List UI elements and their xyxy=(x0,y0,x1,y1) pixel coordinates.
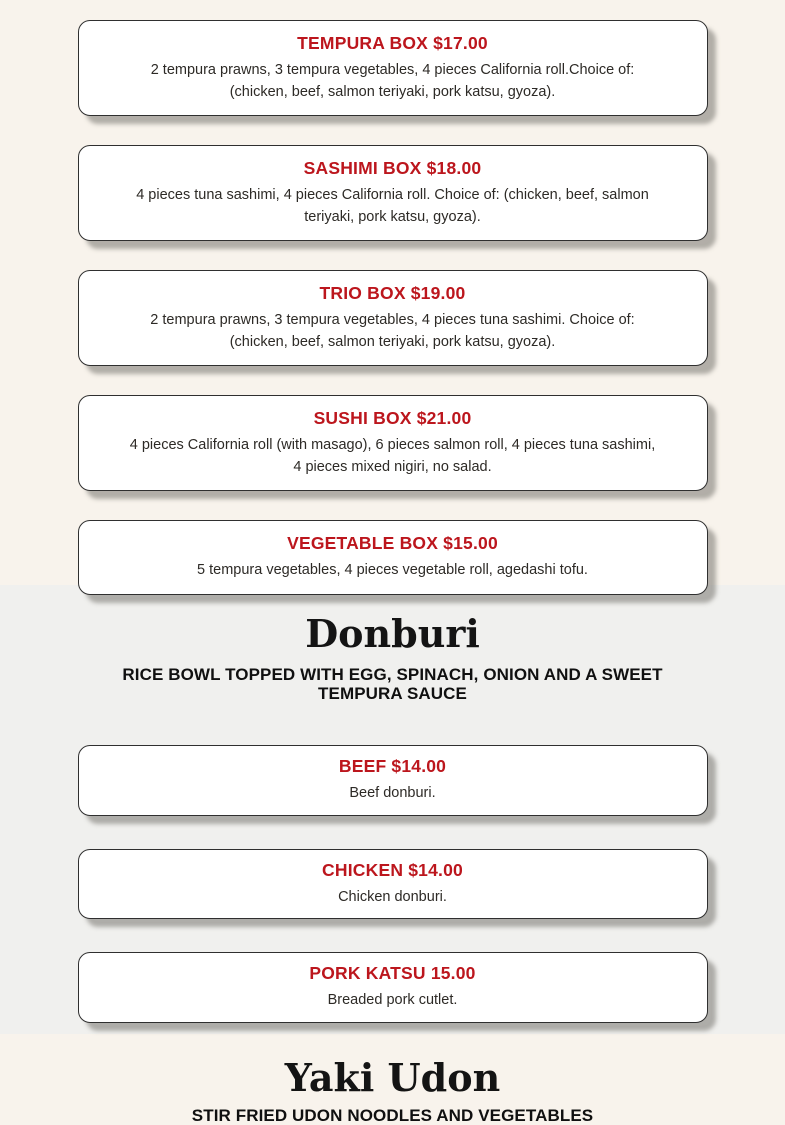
menu-item-title: VEGETABLE BOX $15.00 xyxy=(287,533,498,553)
menu-item-description: 2 tempura prawns, 3 tempura vegetables, 4 pieces California roll.Choice of: (chicken, beef, salmon teriyaki, pork katsu, gyoza). xyxy=(150,62,635,100)
menu-item-description: 2 tempura prawns, 3 tempura vegetables, 4 pieces tuna sashimi. Choice of:(chicken, beef, salmon teriyaki, pork katsu, gyoza). xyxy=(150,312,635,350)
menu-item-card-pork-katsu xyxy=(78,952,708,1023)
section-heading-yaki-udon: Yaki Udon xyxy=(284,1055,501,1100)
menu-item-description: Beef donburi. xyxy=(349,785,436,801)
menu-item-description: 4 pieces California roll (with masago), 6 pieces salmon roll, 4 pieces tuna sashimi, 4 pieces mixed nigiri, no salad. xyxy=(129,437,656,475)
section-subtitle-yaki-udon: STIR FRIED UDON NOODLES AND VEGETABLES xyxy=(191,1106,594,1125)
menu-item-card-sushi-box xyxy=(78,395,708,491)
menu-item-title: PORK KATSU 15.00 xyxy=(309,963,476,983)
menu-item-card-beef xyxy=(78,745,708,816)
menu-item-description: Chicken donburi. xyxy=(338,888,447,905)
bento-boxes-card-list xyxy=(0,20,785,595)
menu-item-card-vegetable-box xyxy=(78,520,708,595)
menu-item-title: TEMPURA BOX $17.00 xyxy=(297,33,488,53)
menu-item-title: SUSHI BOX $21.00 xyxy=(313,408,472,428)
donburi-card-list xyxy=(0,745,785,1023)
section-donburi xyxy=(0,585,785,1034)
section-subtitle-donburi: RICE BOWL TOPPED WITH EGG, SPINACH, ONION AND A SWEET TEMPURA SAUCE xyxy=(122,665,663,703)
menu-item-title: TRIO BOX $19.00 xyxy=(319,283,466,303)
menu-item-description: 4 pieces tuna sashimi, 4 pieces California roll. Choice of: (chicken, beef, salmon teriyaki, pork katsu, gyoza). xyxy=(136,187,649,225)
menu-item-description: 5 tempura vegetables, 4 pieces vegetable roll, agedashi tofu. xyxy=(197,562,588,578)
menu-item-card-chicken xyxy=(78,849,708,920)
section-heading-donburi: Donburi xyxy=(305,611,480,656)
menu-item-card-sashimi-box xyxy=(78,145,708,241)
menu-item-title: SASHIMI BOX $18.00 xyxy=(303,158,482,178)
menu-item-title: BEEF $14.00 xyxy=(338,756,447,776)
menu-item-title: CHICKEN $14.00 xyxy=(322,859,463,880)
section-yaki-udon xyxy=(0,1034,785,1123)
menu-item-card-tempura-box xyxy=(78,20,708,116)
menu-item-description: Breaded pork cutlet. xyxy=(327,992,458,1008)
menu-item-card-trio-box xyxy=(78,270,708,366)
